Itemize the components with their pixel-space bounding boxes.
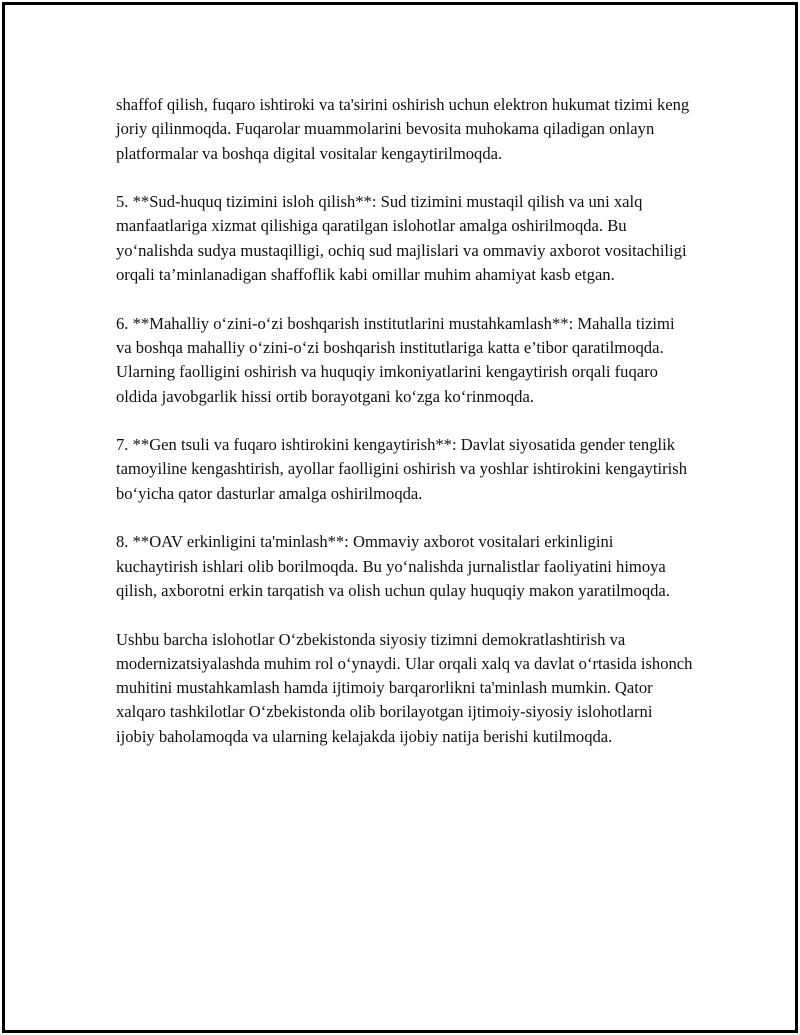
document-body — [116, 93, 694, 773]
paragraph-local-self-government: 6. **Mahalliy o‘zini-o‘zi boshqarish institutlarini mustahkamlash**: Mahalla tizimi va boshqa mahalliy o‘zini-o‘zi boshqarish institutlariga katta e’tibor qaratilmoqda. Ularning faolligini oshirish va huquqiy imkoniyatlarini kengaytirish orqali fuqaro oldida javobgarlik hissi ortib borayotgani ko‘zga ko‘rinmoqda. — [116, 313, 675, 406]
paragraph-judicial-reform: 5. **Sud-huquq tizimini isloh qilish**: Sud tizimini mustaqil qilish va uni xalq manfaatlariga xizmat qilishiga qaratilgan islohotlar amalga oshirilmoqda. Bu yo‘nalishda sudya mustaqilligi, ochiq sud majlislari va ommaviy axborot vositachiligi orqali ta’minlanadigan shaffoflik kabi omillar muhim ahamiyat kasb etgan. — [116, 192, 687, 285]
paragraph-conclusion: Ushbu barcha islohotlar O‘zbekistonda siyosiy tizimni demokratlashtirish va modernizatsiyalashda muhim rol o‘ynaydi. Ular orqali xalq va davlat o‘rtasida ishonch muhitini mustahkamlash hamda ijtimoiy barqarorlikni ta'minlash mumkin. Qator xalqaro tashkilotlar O‘zbekistonda olib borilayotgan ijtimoiy-siyosiy islohotlarni ijobiy baholamoqda va ularning kelajakda ijobiy natija berishi kutilmoqda. — [116, 629, 693, 746]
paragraph-media-freedom: 8. **OAV erkinligini ta'minlash**: Ommaviy axborot vositalari erkinligini kuchaytirish ishlari olib borilmoqda. Bu yo‘nalishda jurnalistlar faoliyatini himoya qilish, axborotni erkin tarqatish va olish uchun qulay huquqiy makon yaratilmoqda. — [116, 532, 670, 600]
paragraph-intro-continuation: shaffof qilish, fuqaro ishtiroki va ta'sirini oshirish uchun elektron hukumat tizimi keng joriy qilinmoqda. Fuqarolar muammolarini bevosita muhokama qiladigan onlayn platformalar va boshqa digital vositalar kengaytirilmoqda. — [116, 95, 690, 163]
paragraph-gender-participation: 7. **Gen tsuli va fuqaro ishtirokini kengaytirish**: Davlat siyosatida gender tenglik tamoyiline kengashtirish, ayollar faolligini oshirish va yoshlar ishtirokini kengaytirish bo‘yicha qator dasturlar amalga oshirilmoqda. — [116, 435, 688, 503]
